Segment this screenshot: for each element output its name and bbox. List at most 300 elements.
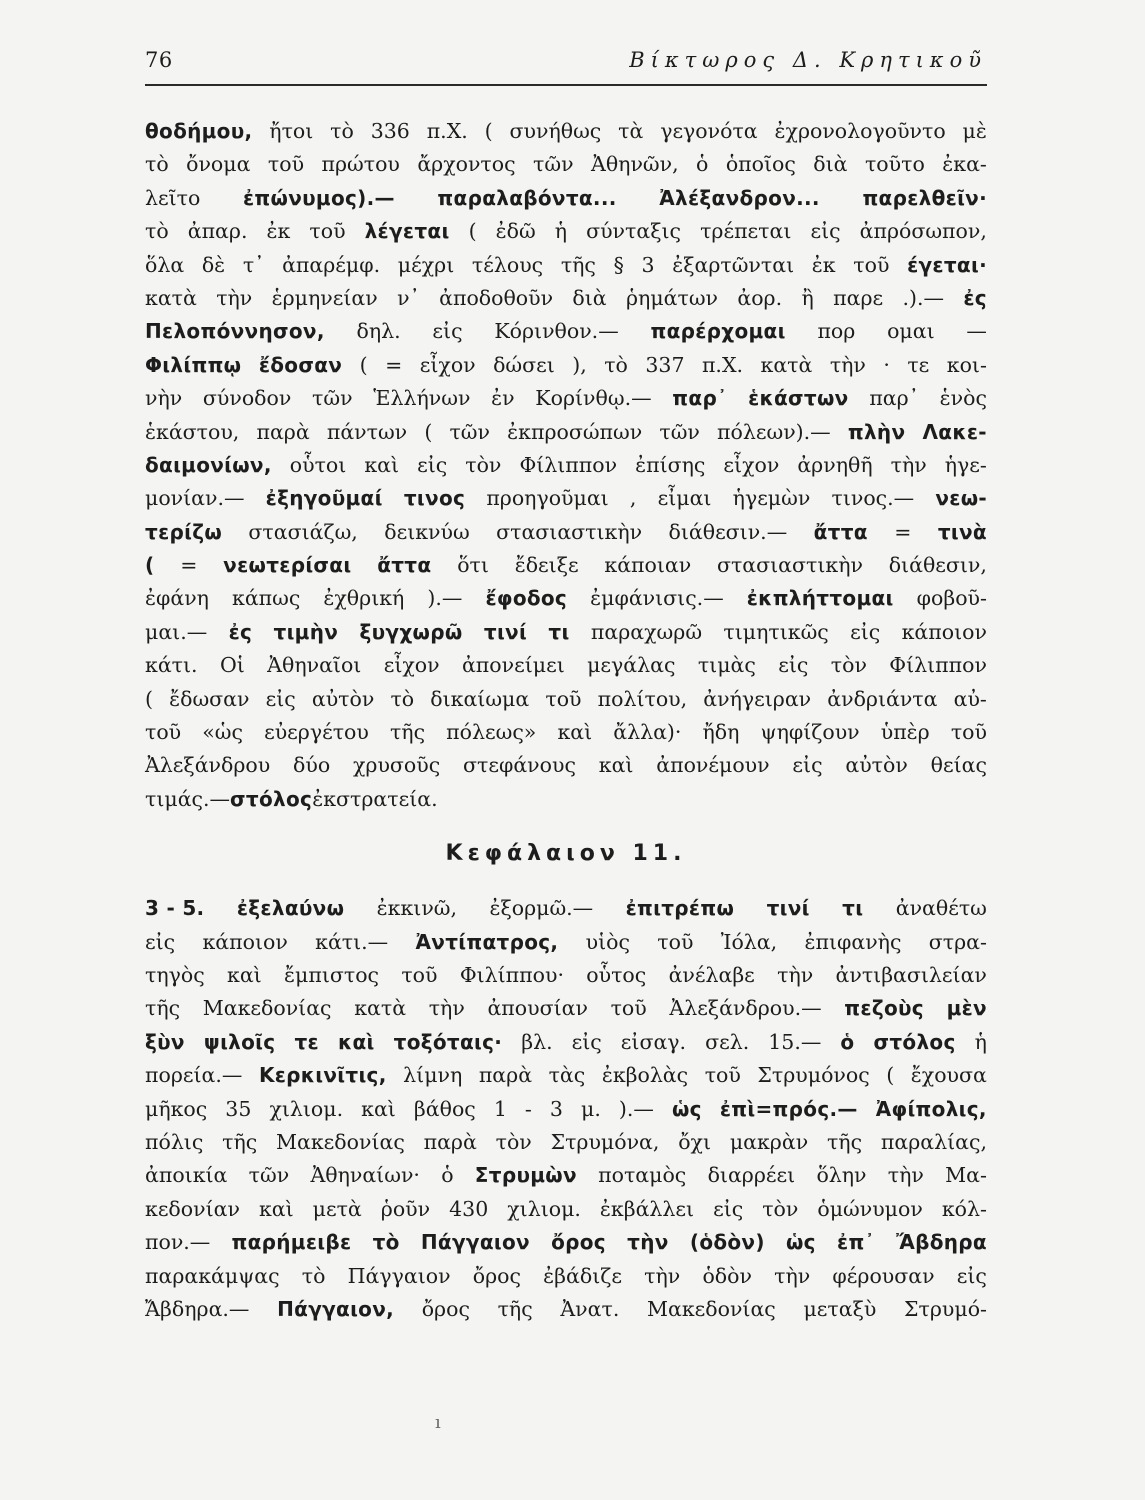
lemma-word: ἄττα [377, 553, 432, 578]
text-word: τὸ [390, 686, 415, 711]
text-word: παρὰ [478, 1063, 533, 1088]
text-word: αὐτὸν [845, 753, 908, 778]
text-word: τοῦ [950, 720, 987, 745]
text-word: τὴν [644, 1263, 681, 1288]
text-word: τοῦ [401, 962, 438, 987]
text-word: πορ [817, 319, 856, 344]
text-word: στασιάζω, [248, 519, 358, 544]
text-word: ν᾽ [397, 285, 420, 310]
text-word: ἀντιβασιλείαν [835, 962, 987, 987]
text-word: Μακεδονίας [202, 996, 332, 1021]
text-word: δηλ. [356, 319, 401, 344]
text-word: π.Χ. [426, 119, 468, 143]
text-line [145, 783, 987, 816]
text-word: εἶχον [419, 352, 476, 377]
text-word: ἔδωσαν [169, 686, 250, 711]
text-word: Φίλιππον [889, 653, 987, 678]
text-word: χιλιομ. [507, 1196, 581, 1221]
text-line [145, 1093, 987, 1126]
text-word: Μακεδονίας [276, 1129, 405, 1154]
text-word: κατὰ [145, 285, 197, 310]
text-word: τὰ [618, 119, 644, 143]
lemma-word: νεωτερίσαι [223, 553, 352, 578]
text-word: εἰς [417, 452, 448, 477]
lemma-word: ἐπώνυμος).— [242, 185, 395, 210]
lemma-word: μὲν [946, 996, 987, 1021]
text-word: Πάγγαιον [347, 1263, 451, 1288]
text-word: θείας [930, 753, 987, 778]
chapter-heading: Κεφάλαιον 11. [445, 841, 687, 867]
text-word: μῆκος [145, 1096, 208, 1121]
text-word: τῆς [560, 252, 596, 277]
text-line [145, 282, 987, 315]
lemma-word: ὄρος [551, 1230, 606, 1255]
text-word: εἰς [571, 1029, 602, 1054]
lemma-word: τερίζω [145, 519, 223, 544]
text-word: κάποιαν [604, 553, 692, 578]
text-word: ἐκκινῶ, [376, 896, 458, 921]
text-word: ῥοῦν [380, 1196, 431, 1221]
text-word: ).— [427, 586, 463, 611]
text-word: ἐφάνη [145, 586, 209, 611]
text-word: τὸ [330, 119, 354, 143]
text-word: Ἀθηνῶν, [591, 152, 679, 177]
text-word: ἑκάστου, [145, 419, 240, 444]
text-word: σελ. [705, 1029, 750, 1054]
text-word: τὴν [777, 962, 814, 987]
text-word: τῆς [826, 1129, 863, 1154]
text-word: ἐπιφανὴς [804, 929, 902, 954]
text-word: ἢ [801, 285, 814, 310]
text-word: τοῦ [145, 720, 182, 745]
text-word: κοι- [946, 352, 987, 377]
text-word: ὄρος [472, 1263, 521, 1288]
text-word: ἐκβολὰς [601, 1063, 689, 1088]
text-line [145, 182, 987, 215]
text-line [145, 926, 987, 959]
text-word: Φιλίππου· [459, 962, 564, 987]
text-word: εἰς [956, 1263, 987, 1288]
paragraph-2 [145, 892, 987, 1326]
text-word: μέχρι [397, 252, 455, 277]
text-word: ἐδῶ [495, 219, 536, 244]
text-word: Ἀλεξάνδρου.— [669, 996, 822, 1021]
text-word: Μακεδονίας [647, 1296, 776, 1321]
text-word: σύνταξις [586, 219, 682, 244]
text-word: ἤδη [702, 720, 740, 745]
text-line [145, 115, 987, 148]
lemma-word: τὴν [627, 1230, 669, 1255]
text-word: ποταμὸς [598, 1163, 687, 1188]
text-word: αὐ- [953, 686, 987, 711]
text-word: ἐπίσης [635, 452, 706, 477]
text-word: Φίλιππον [519, 452, 618, 477]
text-word: παρ᾽ [869, 386, 919, 411]
lemma-word: Ἀλέξανδρον... [659, 185, 820, 210]
text-word: κόλ- [941, 1196, 987, 1221]
text-word: κάποιον [202, 929, 288, 954]
text-word: καὶ [361, 1096, 396, 1121]
text-word: μετὰ [312, 1196, 362, 1221]
text-word: τὴν [216, 285, 253, 310]
text-line [145, 416, 987, 449]
text-line [145, 1126, 987, 1159]
text-word: Μα- [945, 1163, 987, 1188]
lemma-word: έγεται· [907, 252, 987, 277]
text-word: κάτι.— [315, 929, 389, 954]
text-word: εἰς [810, 219, 841, 244]
text-word: τὸν [762, 1196, 799, 1221]
text-word: ἄλλα)· [613, 720, 682, 745]
text-word: τὰς [548, 1063, 586, 1088]
text-word: λίμνη [403, 1063, 463, 1088]
text-word: ῥημάτων [626, 285, 719, 310]
text-word: Στρυμό- [904, 1296, 987, 1321]
text-line [145, 1226, 987, 1259]
text-word: καὶ [364, 452, 400, 477]
lemma-word: τινί [766, 896, 810, 921]
page-header [145, 42, 987, 82]
text-word: ὄρος [421, 1296, 470, 1321]
text-line [145, 749, 987, 782]
lemma-word: Ἀντίπατρος, [415, 929, 559, 954]
text-word: μεταξὺ [803, 1296, 877, 1321]
text-word: δύο [293, 753, 331, 778]
lemma-word: στόλος [873, 1029, 956, 1054]
text-word: ὅλην [816, 1163, 867, 1188]
text-word: παρὰ [256, 419, 310, 444]
text-word: εἶχον [723, 452, 780, 477]
text-word: ἡ [974, 1029, 987, 1054]
lemma-word: Πελοπόννησον, [145, 319, 325, 344]
text-word: τιμὰς [697, 653, 756, 678]
commentary-text [145, 115, 987, 1326]
text-word: κατὰ [354, 996, 407, 1021]
text-word: κάπως [232, 586, 301, 611]
lemma-word: τιμὴν [273, 619, 339, 644]
text-word: διαρρέει [707, 1163, 796, 1188]
lemma-word: ἑκάστων [748, 386, 849, 411]
text-word: παραχωρῶ [590, 619, 703, 644]
text-word: 337 [645, 352, 685, 377]
lemma-word: τινί [483, 619, 528, 644]
lemma-word: θοδήμου, [145, 119, 253, 143]
lemma-word: Στρυμὼν [474, 1163, 577, 1188]
text-word: εἶχον [383, 653, 440, 678]
text-word: καὶ [258, 1196, 294, 1221]
text-word: ἐξαρτῶνται [672, 252, 795, 277]
lemma-word: δαιμονίων, [145, 452, 272, 477]
text-word: ὁ [696, 152, 709, 177]
text-word: ὁ [441, 1163, 454, 1188]
text-word: εἰς [713, 1196, 744, 1221]
text-word: Οἱ [219, 653, 245, 678]
lemma-word: Πάγγαιον, [277, 1296, 395, 1321]
lemma-word: ( [145, 553, 155, 578]
text-word: χιλιομ. [269, 1096, 344, 1121]
text-word: φοβοῦ- [916, 586, 987, 611]
text-word: παρακάμψας [145, 1263, 280, 1288]
text-word: εἰς [145, 929, 176, 954]
text-word: τοῦ [704, 1063, 741, 1088]
running-title: Βίκτωρος Δ. Κρητικοῦ [629, 48, 987, 72]
lemma-word: Ἄβδηρα [896, 1230, 987, 1255]
text-word: αὐτὸν [311, 686, 375, 711]
text-word: στεφάνους [463, 753, 576, 778]
text-word: ἀορ. [737, 285, 783, 310]
text-line [145, 482, 987, 515]
text-word: οὗτοι [289, 452, 347, 477]
text-word: — [966, 319, 987, 344]
text-word: ὄνομα [186, 152, 251, 177]
lemma-word: τι [842, 896, 864, 921]
text-word: τῆς [145, 996, 181, 1021]
text-word: Ἀθηναίων· [310, 1163, 420, 1188]
text-word: τιμάς.— [145, 786, 231, 811]
text-word: ἐχθρική [323, 586, 405, 611]
text-word: Ἄβδηρα.— [145, 1296, 250, 1321]
text-word: ἔδειξε [514, 553, 579, 578]
text-word: καὶ [557, 720, 593, 745]
text-word: ἀνήγειραν [703, 686, 812, 711]
text-word: ὅτι [457, 553, 489, 578]
lemma-word: παρέρχομαι [650, 319, 786, 344]
text-line [145, 315, 987, 348]
header-rule [145, 84, 987, 86]
text-word: 15.— [768, 1029, 822, 1054]
text-word: τὴν [428, 996, 465, 1021]
text-word: τοῦ [657, 929, 694, 954]
text-word: εἰς [265, 686, 296, 711]
text-word: ἐβάδιζε [543, 1263, 622, 1288]
text-word: λεῖτο [145, 185, 201, 210]
text-word: ἐμφάνισις.— [590, 586, 724, 611]
text-word: πόλεως» [446, 720, 537, 745]
text-word: μεγάλας [587, 653, 676, 678]
text-word: Ἑλλήνων [373, 386, 471, 411]
paragraph-1 [145, 115, 987, 816]
text-word: ἀνέλαβε [668, 962, 755, 987]
text-word: διὰ [813, 152, 848, 177]
text-word: τὴν [887, 1163, 924, 1188]
lemma-word: τινὰ [937, 519, 987, 544]
lemma-word: 3 - 5. [145, 896, 205, 921]
text-word: κάτι. [145, 653, 198, 678]
lemma-word: παρήμειβε [231, 1230, 352, 1255]
text-word: τὸ [145, 219, 169, 244]
text-line [145, 1193, 987, 1226]
text-line [145, 959, 987, 992]
text-word: πάντων [326, 419, 408, 444]
text-word: ἀποικία [145, 1163, 228, 1188]
text-word: γεγονότα [660, 119, 758, 143]
text-word: τὸ [301, 1263, 326, 1288]
lemma-word: ἐπιτρέπω [625, 896, 735, 921]
text-word: εἰς [778, 653, 809, 678]
text-word: πολίτου, [597, 686, 688, 711]
text-word: τὸν [830, 653, 867, 678]
text-word: δὲ [201, 252, 226, 277]
lemma-word: τοξόταις· [393, 1029, 503, 1054]
lemma-word: ὡς [786, 1230, 816, 1255]
lemma-word: τε [294, 1029, 319, 1054]
text-word: εὐεργέτου [264, 720, 369, 745]
text-word: π.Χ. [701, 352, 744, 377]
text-word: · [883, 352, 890, 377]
text-word: ( [359, 352, 368, 377]
text-word: παραλίας, [880, 1129, 987, 1154]
text-line [145, 1026, 987, 1059]
text-word: 35 [225, 1096, 252, 1121]
text-word: ( [145, 686, 153, 711]
text-word: μὲ [962, 119, 987, 143]
text-word: οὗτος [586, 962, 647, 987]
text-word: = [385, 352, 403, 377]
text-word: τοῦ [267, 152, 305, 177]
text-word: τρέπεται [700, 219, 792, 244]
text-word: τὴν [829, 352, 866, 377]
text-word: τὴν [774, 1263, 811, 1288]
text-word: 336 [370, 119, 410, 143]
text-word: εἰς [432, 319, 463, 344]
text-word: δεικνύω [384, 519, 470, 544]
text-word: 430 [449, 1196, 489, 1221]
text-word: = [894, 519, 912, 544]
text-word: ἐκ [811, 252, 836, 277]
lemma-word: στόλος [230, 786, 313, 811]
text-line [145, 1059, 987, 1092]
text-word: κάποιον [901, 619, 987, 644]
text-word: τῶν [248, 1163, 290, 1188]
lemma-word: ἐξελαύνω [236, 896, 345, 921]
text-word: Στρυμόνα, [550, 1129, 660, 1154]
stray-mark: ı [435, 1412, 441, 1433]
text-word: τ᾽ [242, 252, 265, 277]
text-word: ( [886, 1063, 895, 1088]
text-word: συνήθως [509, 119, 602, 143]
text-word: πρώτου [321, 152, 400, 177]
text-word: 3 [641, 252, 655, 277]
text-word: 1 [493, 1096, 507, 1121]
text-word: ἐκ [266, 219, 291, 244]
text-word: στασιαστικὴν [716, 553, 863, 578]
text-word: - [524, 1096, 532, 1121]
lemma-word: νεω- [935, 486, 987, 511]
lemma-word: ξὺν [145, 1029, 185, 1054]
text-word: παρε [833, 285, 884, 310]
text-word: ἐκβάλλει [599, 1196, 695, 1221]
text-word: τινος.— [831, 486, 915, 511]
text-word: εἰς [850, 619, 881, 644]
text-word: τηγὸς [145, 962, 205, 987]
text-line [145, 1293, 987, 1326]
text-word: εἰσαγ. [620, 1029, 687, 1054]
text-line [145, 1159, 987, 1192]
text-word: σύνοδον [202, 386, 292, 411]
lemma-word: Κερκινῖτις, [258, 1063, 387, 1088]
text-word: τὸ [145, 152, 169, 177]
text-word: καὶ [227, 962, 262, 987]
lemma-word: καὶ [337, 1029, 375, 1054]
text-word: ἐκπροσώπων [507, 419, 643, 444]
text-word: ἀναθέτω [895, 896, 987, 921]
text-word: κεδονίαν [145, 1196, 240, 1221]
lemma-word: ἔφοδος [485, 586, 568, 611]
text-word: κατὰ [760, 352, 813, 377]
text-word: ἀπουσίαν [487, 996, 588, 1021]
text-word: τῶν [533, 152, 574, 177]
text-word: ἀπαρέμφ. [282, 252, 381, 277]
text-word: ἐν [491, 386, 515, 411]
text-word: διάθεσιν, [888, 553, 987, 578]
text-line [145, 516, 987, 549]
text-word: ( [424, 419, 433, 444]
text-word: Ἀθηναῖοι [267, 653, 362, 678]
text-word: τε [907, 352, 930, 377]
text-line [145, 148, 987, 181]
lemma-word: ἐπὶ=πρός.— [719, 1096, 858, 1121]
text-word: ὁποῖος [725, 152, 796, 177]
text-word: Ἀνατ. [560, 1296, 620, 1321]
text-line [145, 716, 987, 749]
lemma-word: τὸ [372, 1230, 400, 1255]
text-word: ἑρμηνείαν [271, 285, 378, 310]
text-word: τῶν [659, 419, 700, 444]
text-word: τὸ [604, 352, 628, 377]
text-line [145, 683, 987, 716]
text-word: ἤτοι [269, 119, 314, 143]
lemma-word: παραλαβόντα... [437, 185, 617, 210]
text-word: διὰ [572, 285, 607, 310]
lemma-word: Λακε- [922, 419, 987, 444]
lemma-word: παρ᾽ [672, 386, 728, 411]
lemma-word: ἐκπλήττομαι [746, 586, 894, 611]
text-line [145, 449, 987, 482]
text-word: Ἀλεξάνδρου [145, 753, 271, 778]
text-word: ἐκα- [942, 152, 987, 177]
text-word: πορεία.— [145, 1063, 243, 1088]
text-word: Κορίνθῳ.— [535, 386, 652, 411]
text-word: τῶν [449, 419, 490, 444]
text-word: τῆς [389, 720, 426, 745]
lemma-word: ἄττα [813, 519, 868, 544]
text-word: ἀπονείμει [461, 653, 565, 678]
text-word: μαι.— [145, 619, 208, 644]
lemma-word: πεζοὺς [844, 996, 924, 1021]
lemma-word: Φιλίππῳ [145, 352, 242, 377]
text-word: ἔχουσα [910, 1063, 987, 1088]
text-word: ἑνὸς [939, 386, 987, 411]
lemma-word: (ὁδὸν) [689, 1230, 765, 1255]
text-word: ἡγεμὼν [732, 486, 811, 511]
lemma-word: λέγεται [364, 219, 450, 244]
text-line [145, 549, 987, 582]
text-word: ὄχι [678, 1129, 712, 1154]
lemma-word: τι [548, 619, 570, 644]
lemma-word: ἐπ᾽ [837, 1230, 875, 1255]
text-line [145, 892, 987, 925]
text-word: εἶμαι [657, 486, 712, 511]
text-word: βάθος [413, 1096, 476, 1121]
text-line [145, 649, 987, 682]
text-word: 3 [549, 1096, 563, 1121]
text-word: φέρουσαν [832, 1263, 935, 1288]
text-word: ἀνδριάντα [827, 686, 938, 711]
text-word: τῶν [312, 386, 353, 411]
text-word: ομαι [887, 319, 935, 344]
text-word: παρὰ [423, 1129, 477, 1154]
text-word: προηγοῦμαι [486, 486, 609, 511]
